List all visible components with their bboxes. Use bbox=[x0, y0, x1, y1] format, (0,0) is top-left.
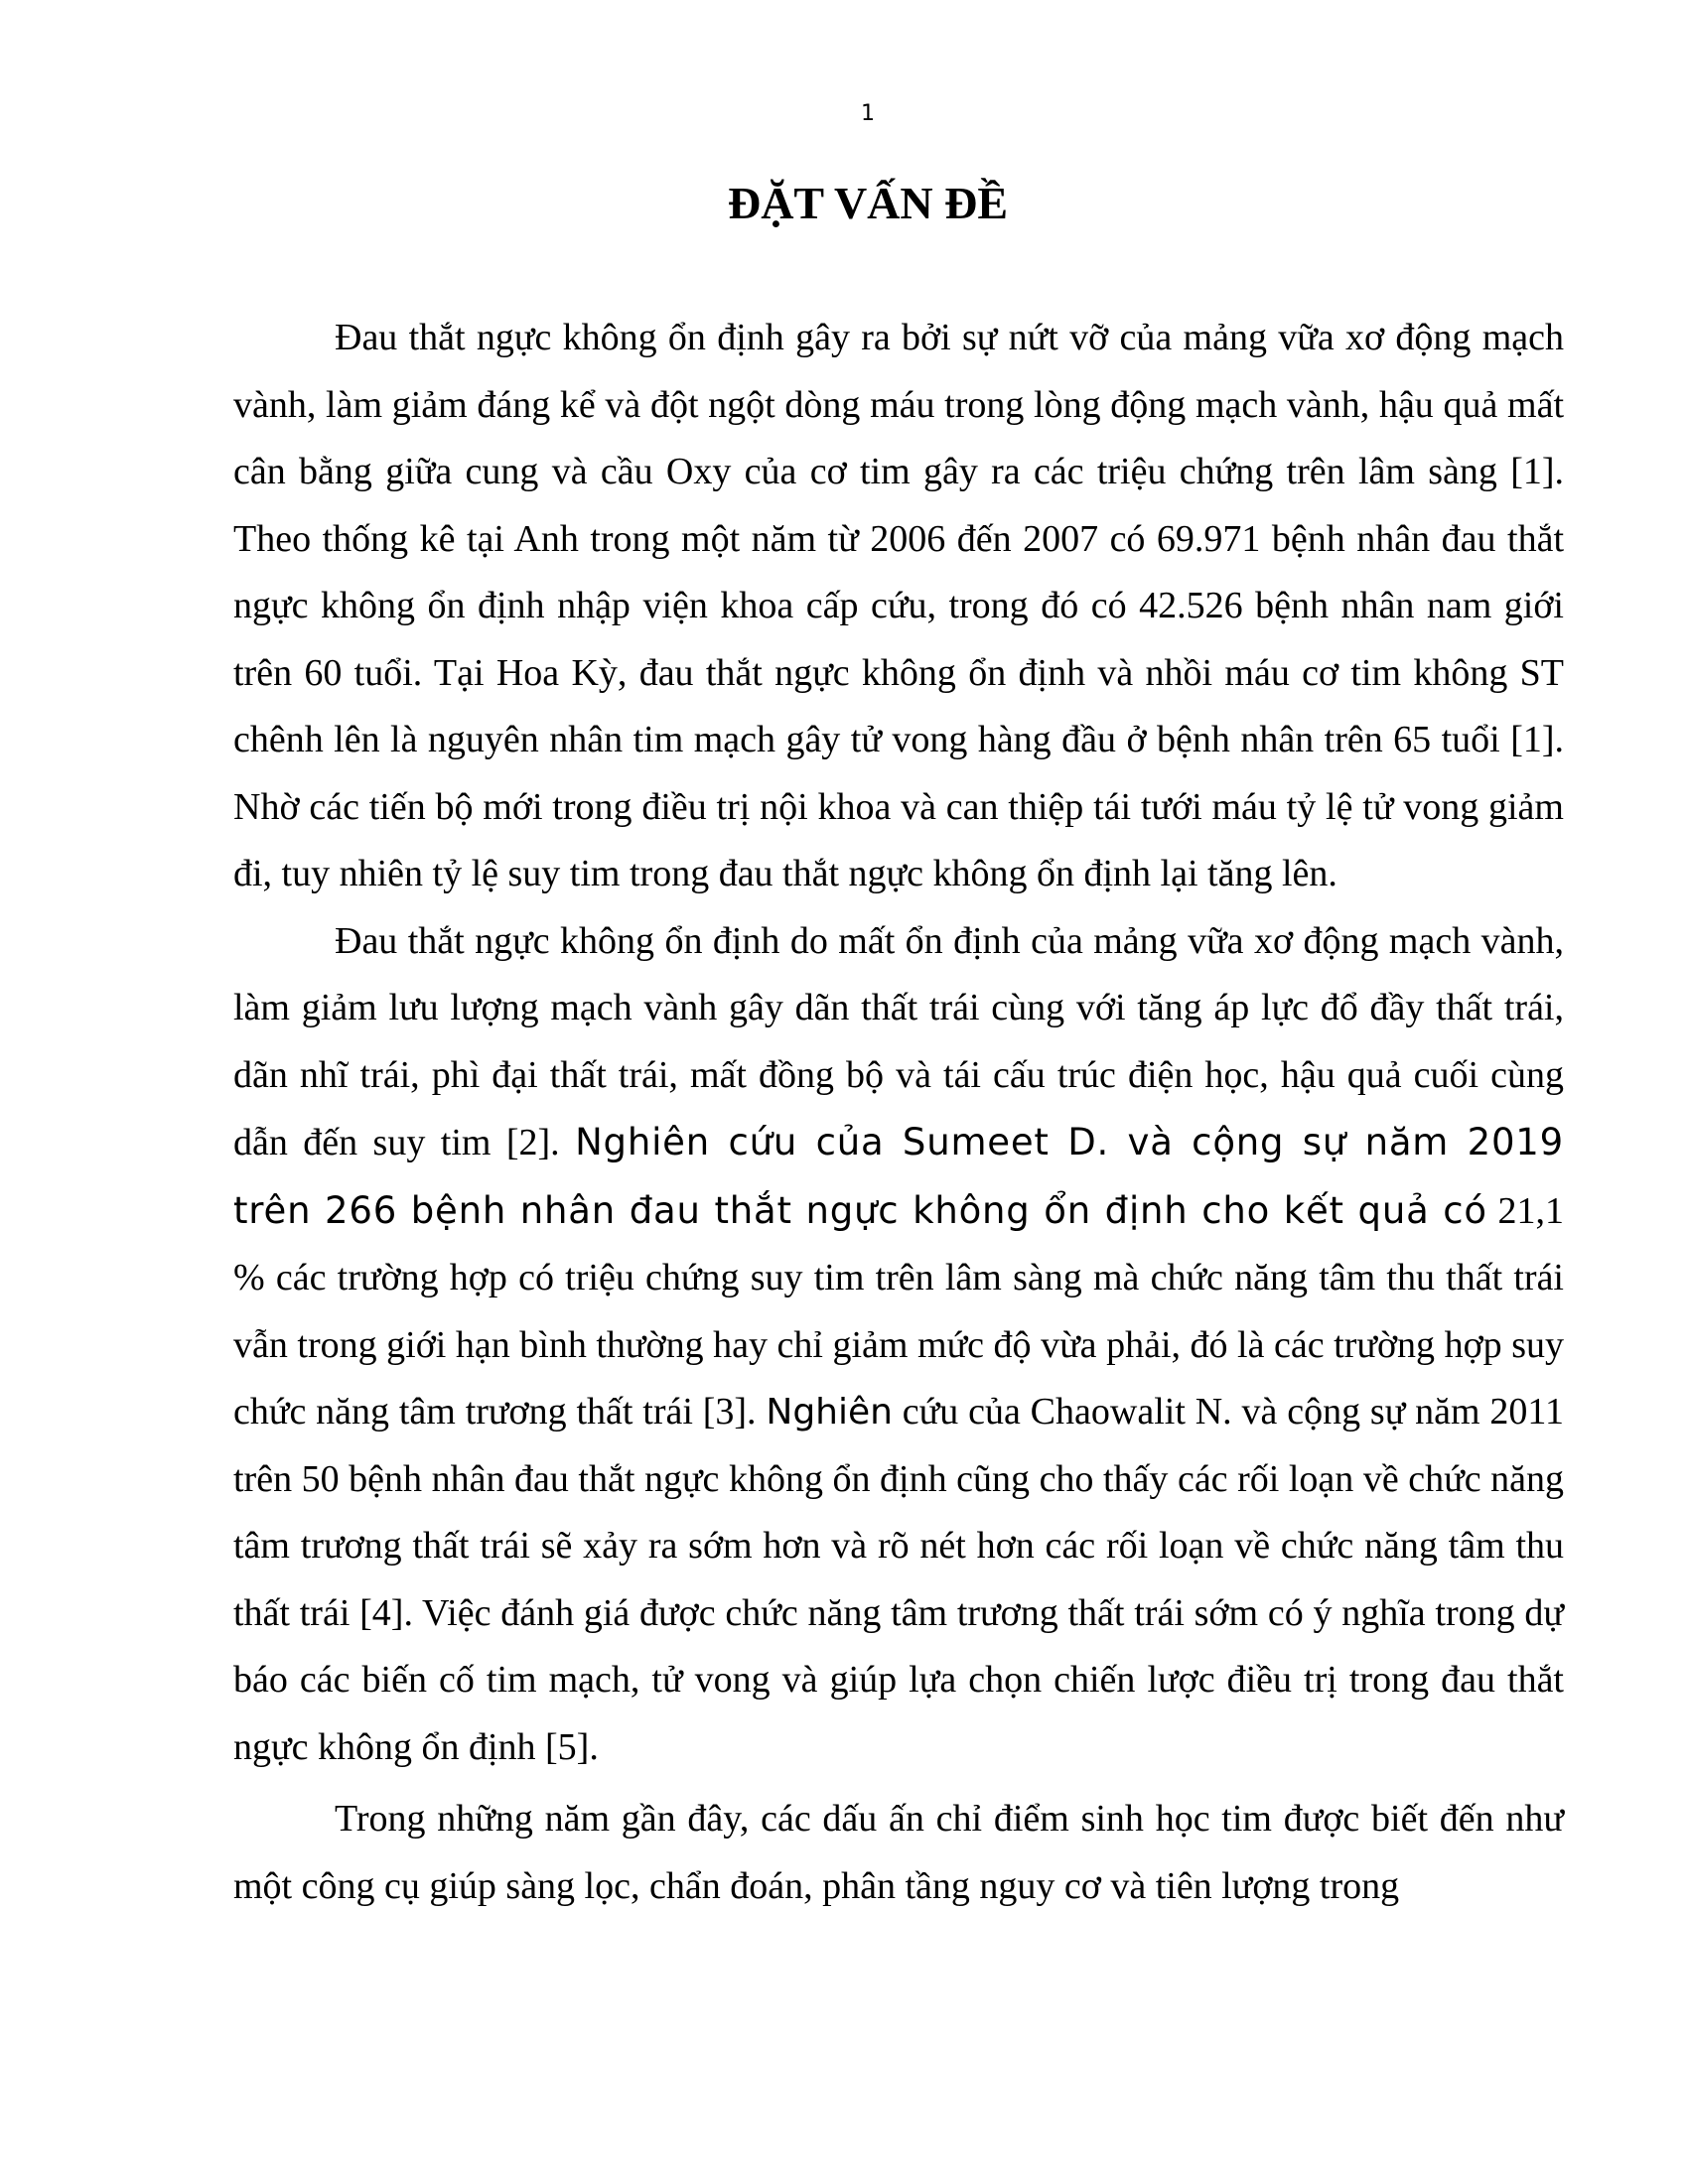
page-title: ĐẶT VẤN ĐỀ bbox=[727, 178, 1009, 228]
paragraph-2 bbox=[233, 908, 1564, 1782]
page-number: 1 bbox=[861, 101, 875, 126]
paragraph-1: Đau thắt ngực không ổn định gây ra bởi sự nứt vỡ của mảng vữa xơ động mạch vành, làm giảm đáng kể và đột ngột dòng máu trong lòng động mạch vành, hậu quả mất cân bằng giữa cung và cầu Oxy của cơ tim gây ra các triệu chứng trên lâm sàng [1]. Theo thống kê tại Anh trong một năm từ 2006 đến 2007 có 69.971 bệnh nhân đau thắt ngực không ổn định nhập viện khoa cấp cứu, trong đó có 42.526 bệnh nhân nam giới trên 60 tuổi. Tại Hoa Kỳ, đau thắt ngực không ổn định và nhồi máu cơ tim không ST chênh lên là nguyên nhân tim mạch gây tử vong hàng đầu ở bệnh nhân trên 65 tuổi [1]. Nhờ các tiến bộ mới trong điều trị nội khoa và can thiệp tái tưới máu tỷ lệ tử vong giảm đi, tuy nhiên tỷ lệ suy tim trong đau thắt ngực không ổn định lại tăng lên. bbox=[233, 317, 1564, 894]
paragraph-3: Trong những năm gần đây, các dấu ấn chỉ điểm sinh học tim được biết đến như một công cụ giúp sàng lọc, chẩn đoán, phân tầng nguy cơ và tiên lượng trong bbox=[233, 1798, 1564, 1907]
paragraph-2-sans-word: Nghiên bbox=[766, 1392, 893, 1433]
paragraph-2-sans-text: Nghiên cứu của Sumeet D. và cộng sự năm 2019 trên 266 bệnh nhân đau thắt ngực không ổn định cho kết quả có bbox=[233, 1121, 1564, 1232]
document-body bbox=[233, 305, 1564, 1920]
paragraph-2-text-c: cứu của Chaowalit N. và cộng sự năm 2011 trên 50 bệnh nhân đau thắt ngực không ổn định cũng cho thấy các rối loạn về chức năng tâm trương thất trái sẽ xảy ra sớm hơn và rõ nét hơn các rối loạn về chức năng tâm thu thất trái [4]. Việc đánh giá được chức năng tâm trương thất trái sớm có ý nghĩa trong dự báo các biến cố tim mạch, tử vong và giúp lựa chọn chiến lược điều trị trong đau thắt ngực không ổn định [5]. bbox=[233, 1391, 1564, 1768]
paragraph-2-text-b: 21,1 % các trường hợp có triệu chứng suy tim trên lâm sàng mà chức năng tâm thu thất trái vẫn trong giới hạn bình thường hay chỉ giảm mức độ vừa phải, đó là các trường hợp suy chức năng tâm trương thất trái [3]. bbox=[233, 1189, 1565, 1433]
paragraph-2-text-a: Đau thắt ngực không ổn định do mất ổn định của mảng vữa xơ động mạch vành, làm giảm lưu lượng mạch vành gây dãn thất trái cùng với tăng áp lực đổ đầy thất trái, dãn nhĩ trái, phì đại thất trái, mất đồng bộ và tái cấu trúc điện học, hậu quả cuối cùng dẫn đến suy tim [2]. bbox=[233, 919, 1564, 1163]
